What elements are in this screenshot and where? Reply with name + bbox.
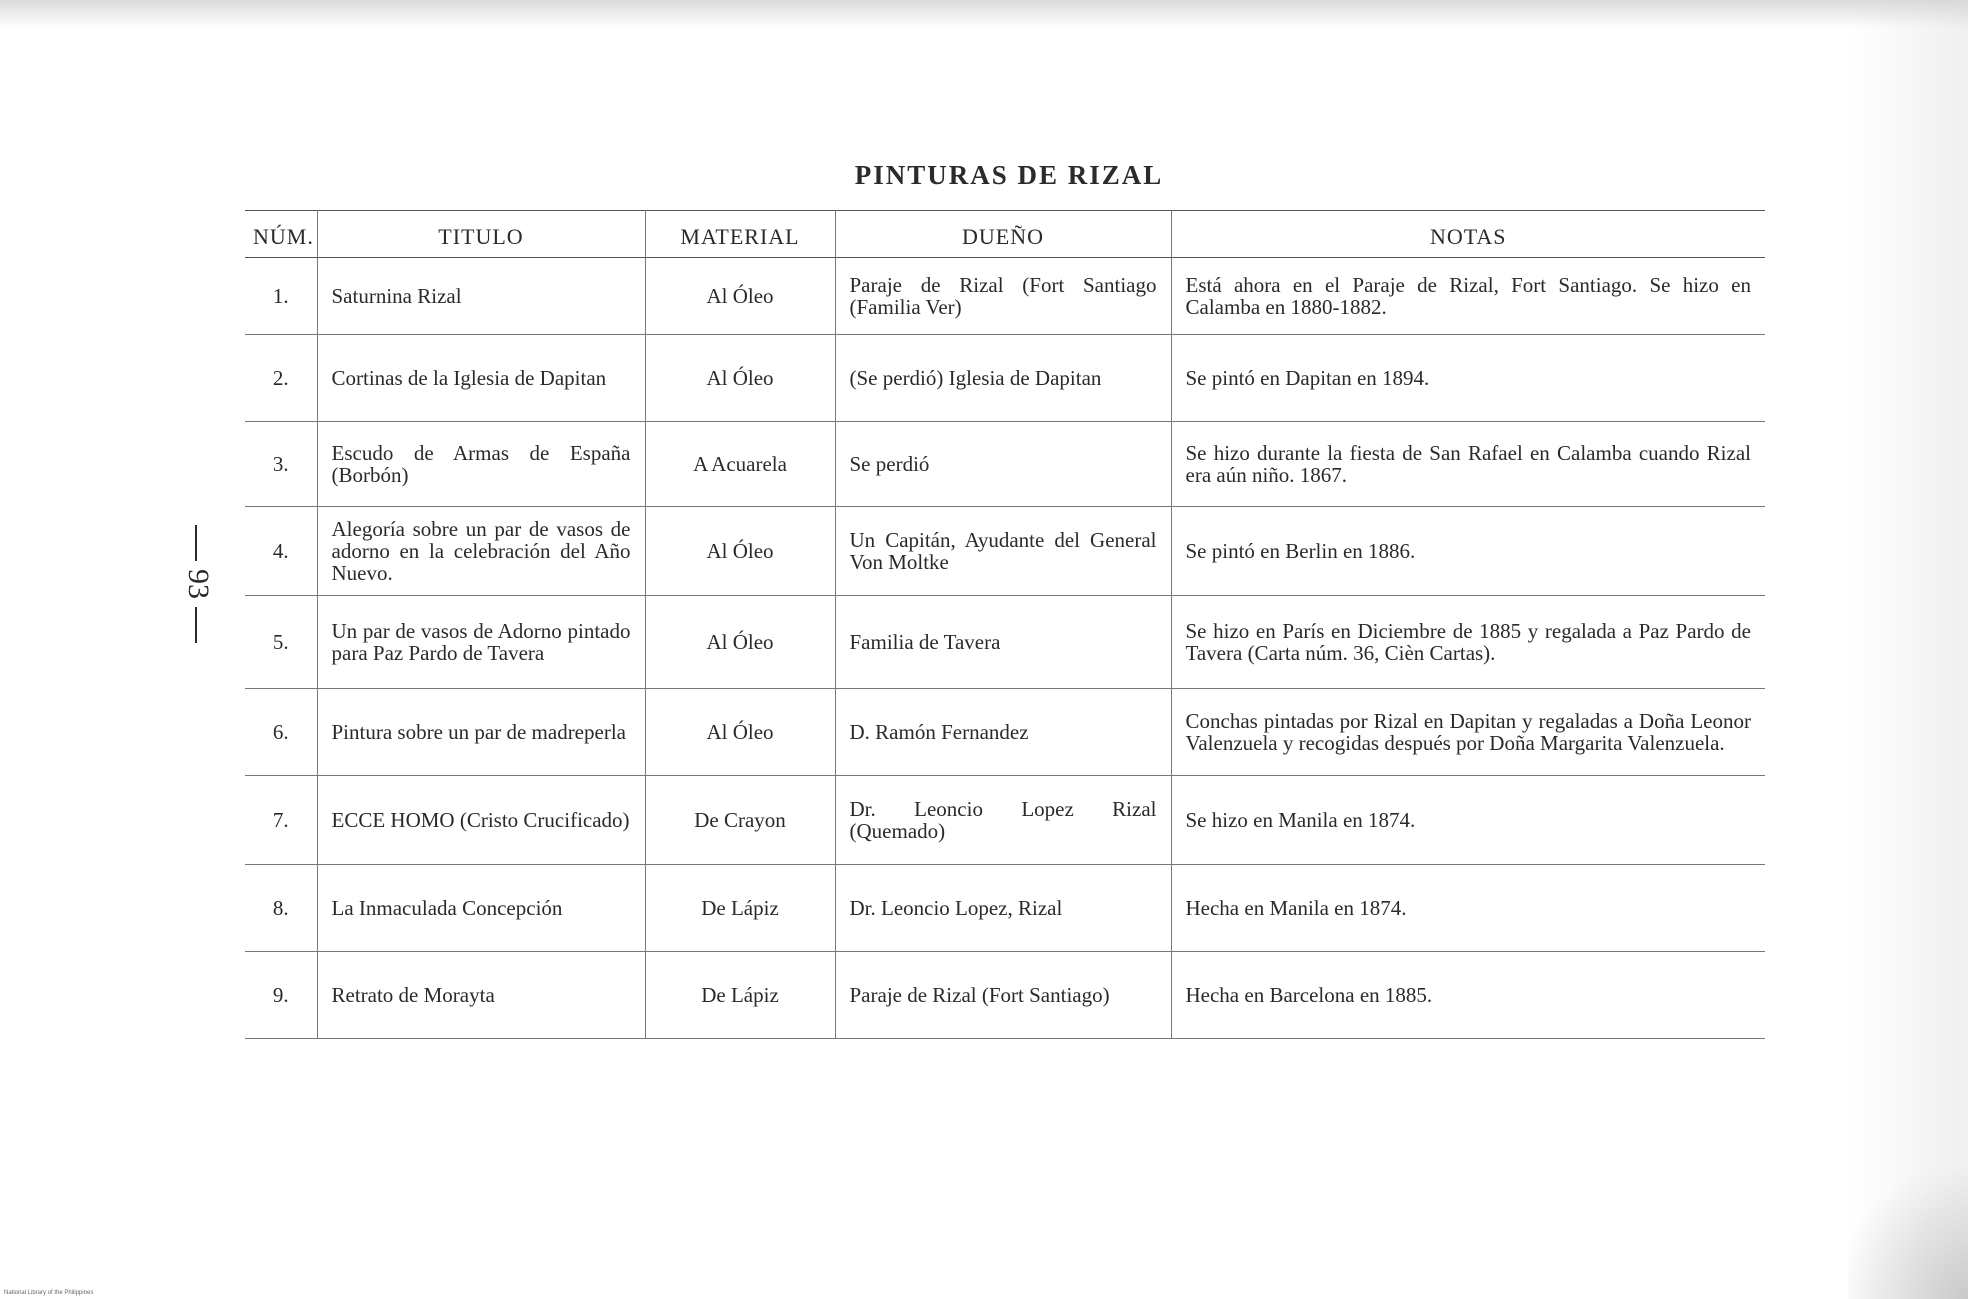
header-notes: NOTAS <box>1171 211 1765 258</box>
row-notes: Está ahora en el Paraje de Rizal, Fort Santiago. Se hizo en Calamba en 1880-1882. <box>1171 258 1765 335</box>
row-owner: Paraje de Rizal (Fort Santiago (Familia Ver) <box>835 258 1171 335</box>
row-material: De Lápiz <box>645 952 835 1039</box>
row-material: Al Óleo <box>645 258 835 335</box>
row-num: 3. <box>245 422 317 507</box>
row-notes: Se pintó en Berlin en 1886. <box>1171 507 1765 596</box>
scan-shadow-top <box>0 0 1968 28</box>
header-title: TITULO <box>317 211 645 258</box>
row-material: A Acuarela <box>645 422 835 507</box>
row-owner: Dr. Leoncio Lopez Rizal (Quemado) <box>835 776 1171 865</box>
row-num: 2. <box>245 335 317 422</box>
table-row <box>245 596 1765 689</box>
table-row <box>245 952 1765 1039</box>
page-number-dash-left <box>195 525 197 561</box>
row-title: ECCE HOMO (Cristo Crucificado) <box>317 776 645 865</box>
footer-credit: National Library of the Philippines <box>4 1290 94 1296</box>
row-owner: Un Capitán, Ayudante del General Von Moltke <box>835 507 1171 596</box>
row-title: La Inmaculada Concepción <box>317 865 645 952</box>
table-row <box>245 258 1765 335</box>
page-title: PINTURAS DE RIZAL <box>854 160 1164 190</box>
row-notes: Se hizo en París en Diciembre de 1885 y regalada a Paz Pardo de Tavera (Carta núm. 36, Cièn Cartas). <box>1171 596 1765 689</box>
row-num: 4. <box>245 507 317 596</box>
table-row <box>245 507 1765 596</box>
table-row <box>245 689 1765 776</box>
row-material: Al Óleo <box>645 596 835 689</box>
row-notes: Conchas pintadas por Rizal en Dapitan y regaladas a Doña Leonor Valenzuela y recogidas después por Doña Margarita Valenzuela. <box>1171 689 1765 776</box>
row-material: De Crayon <box>645 776 835 865</box>
header-material: MATERIAL <box>645 211 835 258</box>
row-num: 7. <box>245 776 317 865</box>
row-title: Retrato de Morayta <box>317 952 645 1039</box>
row-owner: (Se perdió) Iglesia de Dapitan <box>835 335 1171 422</box>
row-owner: D. Ramón Fernandez <box>835 689 1171 776</box>
paintings-table <box>245 210 1765 1039</box>
row-material: Al Óleo <box>645 507 835 596</box>
page-number: 93 <box>182 569 215 599</box>
row-title: Escudo de Armas de España (Borbón) <box>317 422 645 507</box>
row-notes: Se pintó en Dapitan en 1894. <box>1171 335 1765 422</box>
header-num: NÚM. <box>245 211 317 258</box>
header-owner: DUEÑO <box>835 211 1171 258</box>
row-num: 5. <box>245 596 317 689</box>
row-title: Alegoría sobre un par de vasos de adorno en la celebración del Año Nuevo. <box>317 507 645 596</box>
row-notes: Se hizo durante la fiesta de San Rafael en Calamba cuando Rizal era aún niño. 1867. <box>1171 422 1765 507</box>
table-header-row <box>245 211 1765 258</box>
row-notes: Hecha en Barcelona en 1885. <box>1171 952 1765 1039</box>
row-notes: Se hizo en Manila en 1874. <box>1171 776 1765 865</box>
scan-shadow-right <box>1848 0 1968 1299</box>
row-owner: Paraje de Rizal (Fort Santiago) <box>835 952 1171 1039</box>
scan-shadow-corner <box>1848 1149 1968 1299</box>
row-title: Saturnina Rizal <box>317 258 645 335</box>
page-number-vertical <box>181 517 215 651</box>
row-owner: Dr. Leoncio Lopez, Rizal <box>835 865 1171 952</box>
table-row <box>245 422 1765 507</box>
row-owner: Familia de Tavera <box>835 596 1171 689</box>
row-material: De Lápiz <box>645 865 835 952</box>
page-number-dash-right <box>195 607 197 643</box>
row-title: Cortinas de la Iglesia de Dapitan <box>317 335 645 422</box>
row-title: Pintura sobre un par de madreperla <box>317 689 645 776</box>
row-material: Al Óleo <box>645 689 835 776</box>
table-row <box>245 865 1765 952</box>
row-num: 8. <box>245 865 317 952</box>
row-notes: Hecha en Manila en 1874. <box>1171 865 1765 952</box>
table-row <box>245 335 1765 422</box>
row-owner: Se perdió <box>835 422 1171 507</box>
row-num: 1. <box>245 258 317 335</box>
row-material: Al Óleo <box>645 335 835 422</box>
row-title: Un par de vasos de Adorno pintado para Paz Pardo de Tavera <box>317 596 645 689</box>
row-num: 9. <box>245 952 317 1039</box>
table-row <box>245 776 1765 865</box>
row-num: 6. <box>245 689 317 776</box>
